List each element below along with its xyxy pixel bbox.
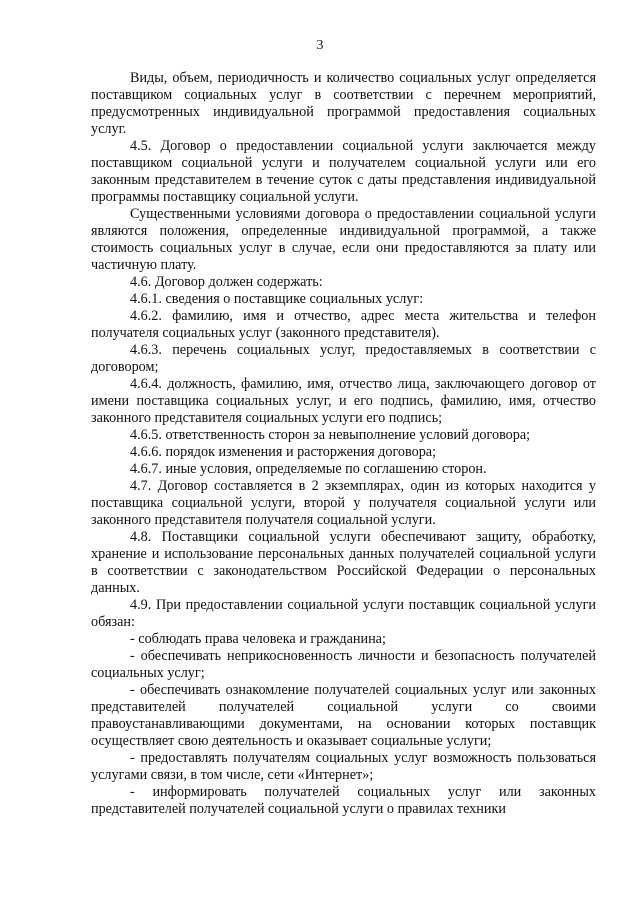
list-item-safety-rules: - информировать получателей социальных услуг или законных представителей получателей социальной услуги о правилах техники <box>91 784 596 817</box>
paragraph-4-5: 4.5. Договор о предоставлении социальной услуги заключается между поставщиком социальной услуги и получателем социальной услуги или его законным представителем в течение суток с даты представления индивидуальной программы поставщику социальной услуги. <box>91 138 596 205</box>
paragraph-4-6-5: 4.6.5. ответственность сторон за невыполнение условий договора; <box>130 427 531 443</box>
page-number: 3 <box>316 38 324 53</box>
document-body <box>91 70 596 818</box>
paragraph-4-6-7: 4.6.7. иные условия, определяемые по соглашению сторон. <box>130 461 487 477</box>
paragraph-4-7: 4.7. Договор составляется в 2 экземплярах, один из которых находится у поставщика социальной услуги, второй у получателя социальной услуги или законного представителя получателя социальной услуги. <box>91 478 596 528</box>
paragraph-essential-conditions: Существенными условиями договора о предоставлении социальной услуги являются положения, определенные индивидуальной программой, а также стоимость социальных услуг в случае, если они предоставляются за плату или частичную плату. <box>91 206 596 273</box>
paragraph-4-6-1: 4.6.1. сведения о поставщике социальных услуг: <box>130 291 424 307</box>
paragraph-4-9: 4.9. При предоставлении социальной услуги поставщик социальной услуги обязан: <box>91 597 596 630</box>
paragraph-types-volume: Виды, объем, периодичность и количество социальных услуг определяется поставщиком социальных услуг в соответствии с перечнем мероприятий, предусмотренных индивидуальной программой предоставления социальных услуг. <box>91 70 596 137</box>
list-item-human-rights: - соблюдать права человека и гражданина; <box>130 631 386 647</box>
paragraph-4-6-6: 4.6.6. порядок изменения и расторжения договора; <box>130 444 437 460</box>
list-item-personal-safety: - обеспечивать неприкосновенность личности и безопасность получателей социальных услуг; <box>91 648 596 681</box>
paragraph-4-6: 4.6. Договор должен содержать: <box>130 274 323 290</box>
paragraph-4-6-4: 4.6.4. должность, фамилию, имя, отчество лица, заключающего договор от имени поставщика социальных услуг, и его подпись, фамилию, имя, отчество законного представителя социальных услуги его подпись; <box>91 376 596 426</box>
list-item-document-familiarization: - обеспечивать ознакомление получателей социальных услуг или законных представителей получателей социальной услуги со своими правоустанавливающими документами, на основании которых поставщик осуществляет свою деятельность и оказывает социальные услуги; <box>91 682 596 749</box>
paragraph-4-6-3: 4.6.3. перечень социальных услуг, предоставляемых в соответствии с договором; <box>91 342 596 375</box>
list-item-communication-services: - предоставлять получателям социальных услуг возможность пользоваться услугами связи, в том числе, сети «Интернет»; <box>91 750 596 783</box>
paragraph-4-6-2: 4.6.2. фамилию, имя и отчество, адрес места жительства и телефон получателя социальных услуг (законного представителя). <box>91 308 596 341</box>
paragraph-4-8: 4.8. Поставщики социальной услуги обеспечивают защиту, обработку, хранение и использование персональных данных получателей социальной услуги в соответствии с законодательством Российской Федерации о персональных данных. <box>91 529 596 596</box>
